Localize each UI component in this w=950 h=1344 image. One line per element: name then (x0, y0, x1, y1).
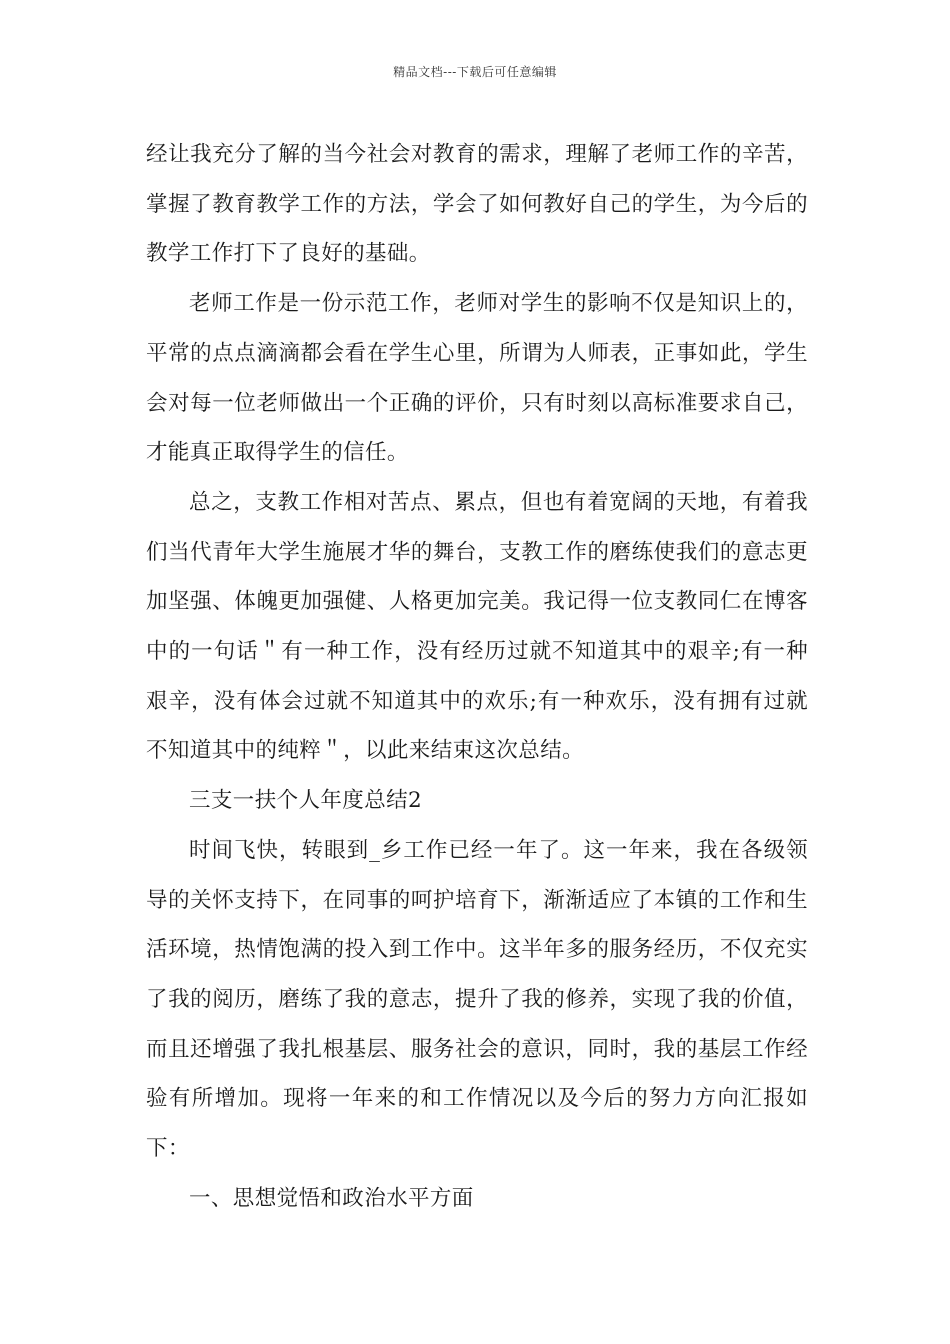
section-heading-1: 一、思想觉悟和政治水平方面 (189, 1185, 474, 1211)
paragraph-3: 总之，支教工作相对苦点、累点，但也有着宽阔的天地，有着我们当代青年大学生施展才华的舞台，支教工作的磨练使我们的意志更加坚强、体魄更加强健、人格更加完美。我记得一位支教同仁在博客中的一句话＂有一种工作，没有经历过就不知道其中的艰辛;有一种艰辛，没有体会过就不知道其中的欢乐;有一种欢乐，没有拥有过就不知道其中的纯粹＂，以此来结束这次总结。 (146, 489, 808, 764)
paragraph-1: 经让我充分了解的当今社会对教育的需求，理解了老师工作的辛苦，掌握了教育教学工作的方法，学会了如何教好自己的学生，为今后的教学工作打下了良好的基础。 (146, 142, 808, 267)
paragraph-2: 老师工作是一份示范工作，老师对学生的影响不仅是知识上的，平常的点点滴滴都会看在学生心里，所谓为人师表，正事如此，学生会对每一位老师做出一个正确的评价，只有时刻以高标准要求自己，才能真正取得学生的信任。 (146, 291, 808, 466)
section-title-2: 三支一扶个人年度总结2 (189, 788, 423, 814)
paragraph-4: 时间飞快，转眼到_乡工作已经一年了。这一年来，我在各级领导的关怀支持下，在同事的呵护培育下，渐渐适应了本镇的工作和生活环境，热情饱满的投入到工作中。这半年多的服务经历，不仅充实了我的阅历，磨练了我的意志，提升了我的修养，实现了我的价值，而且还增强了我扎根基层、服务社会的意识，同时，我的基层工作经验有所增加。现将一年来的和工作情况以及今后的努力方向汇报如下： (146, 837, 808, 1162)
page-header: 精品文档---下载后可任意编辑 (393, 65, 557, 79)
document-body (146, 130, 808, 1223)
